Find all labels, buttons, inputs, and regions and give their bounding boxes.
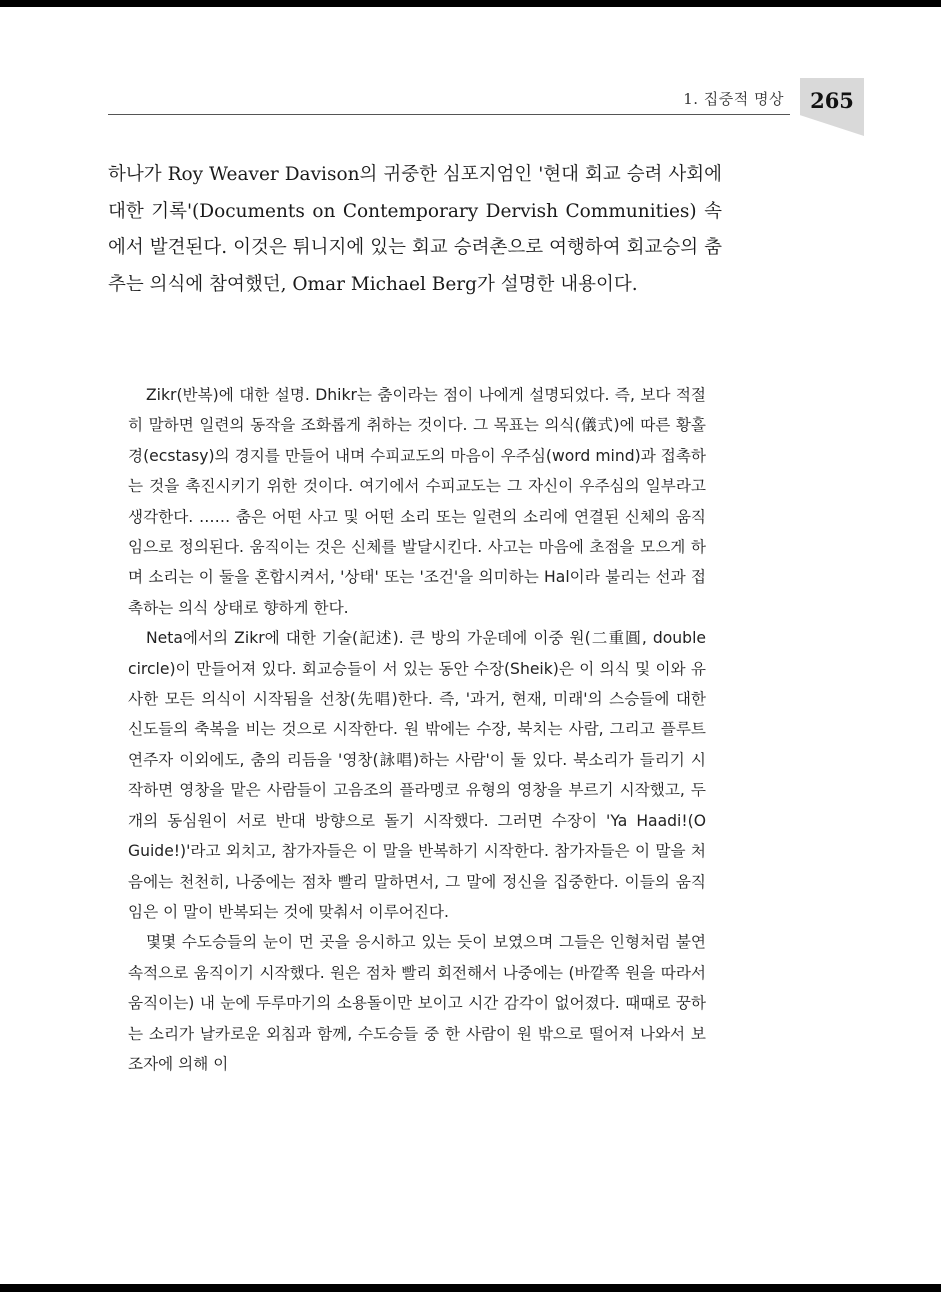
quote-paragraph: 몇몇 수도승들의 눈이 먼 곳을 응시하고 있는 듯이 보였으며 그들은 인형처럼 불연속적으로 움직이기 시작했다. 원은 점차 빨리 회전해서 나중에는 (바깥쪽 원을 따라서 움직이는) 내 눈에 두루마기의 소용돌이만 보이고 시간 감각이 없어졌다. 때때로 꿍하는 소리가 날카로운 외침과 함께, 수도승들 중 한 사람이 원 밖으로 떨어져 나와서 보조자에 의해 이 <box>128 933 706 1073</box>
running-title: 1. 집중적 명상 <box>683 90 784 108</box>
bottom-border <box>0 1284 941 1292</box>
quote-paragraph: Zikr(반복)에 대한 설명. Dhikr는 춤이라는 점이 나에게 설명되었다. 즉, 보다 적절히 말하면 일련의 동작을 조화롭게 취하는 것이다. 그 목표는 의식(儀式)에 따른 황홀경(ecstasy)의 경지를 만들어 내며 수피교도의 마음이 우주심(word mind)과 접촉하는 것을 촉진시키기 위한 것이다. 여기에서 수피교도는 그 자신이 우주심의 일부라고 생각한다. …… 춤은 어떤 사고 및 어떤 소리 또는 일련의 소리에 연결된 신체의 움직임으로 정의된다. 움직이는 것은 신체를 발달시킨다. 사고는 마음에 초점을 모으게 하며 소리는 이 둘을 혼합시켜서, '상태' 또는 '조건'을 의미하는 Hal이라 불리는 선과 접촉하는 의식 상태로 향하게 한다. <box>128 386 706 617</box>
lead-paragraph: 하나가 Roy Weaver Davison의 귀중한 심포지엄인 '현대 회교 승려 사회에 대한 기록'(Documents on Contemporary Dervish Communities) 속에서 발견된다. 이것은 튀니지에 있는 회교 승려촌으로 여행하여 회교승의 춤추는 의식에 참여했던, Omar Michael Berg가 설명한 내용이다. <box>108 164 722 295</box>
running-header <box>108 80 790 115</box>
quote-paragraph: Neta에서의 Zikr에 대한 기술(記述). 큰 방의 가운데에 이중 원(二重圓, double circle)이 만들어져 있다. 회교승들이 서 있는 동안 수장(Sheik)은 이 의식 및 이와 유사한 모든 의식이 시작됨을 선창(先唱)한다. 즉, '과거, 현재, 미래'의 스승들에 대한 신도들의 축복을 비는 것으로 시작한다. 원 밖에는 수장, 북치는 사람, 그리고 플루트 연주자 이외에도, 춤의 리듬을 '영창(詠唱)하는 사람'이 둘 있다. 북소리가 들리기 시작하면 영창을 맡은 사람들이 고음조의 플라멩코 유형의 영창을 부르기 시작했고, 두 개의 동심원이 서로 반대 방향으로 돌기 시작했다. 그러면 수장이 'Ya Haadi!(O Guide!)'라고 외치고, 참가자들은 이 말을 반복하기 시작한다. 참가자들은 이 말을 처음에는 천천히, 나중에는 점차 빨리 말하면서, 그 말에 정신을 집중한다. 이들의 움직임은 이 말이 반복되는 것에 맞춰서 이루어진다. <box>128 629 706 921</box>
block-quote <box>128 380 706 1079</box>
top-border <box>0 0 941 7</box>
page-number: 265 <box>810 88 854 113</box>
